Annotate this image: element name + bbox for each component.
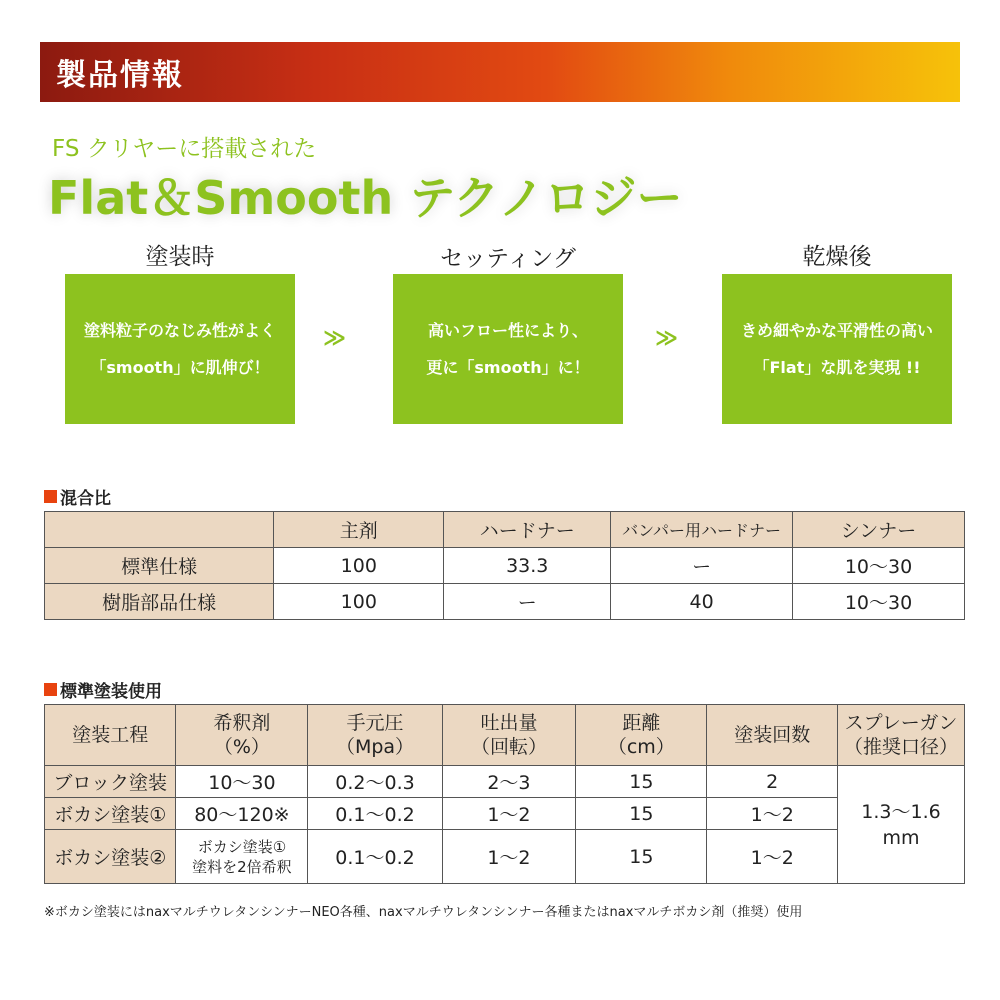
table-cell: 1〜2 bbox=[707, 798, 838, 830]
table-header-cell: バンパー用ハードナー bbox=[611, 512, 793, 548]
standard-painting-table bbox=[44, 704, 965, 884]
table-cell: 1〜2 bbox=[442, 830, 576, 884]
table-row bbox=[45, 798, 965, 830]
table-header-cell: 主剤 bbox=[274, 512, 444, 548]
table-cell: 2 bbox=[707, 766, 838, 798]
table-cell: ー bbox=[444, 584, 611, 620]
table-cell: 40 bbox=[611, 584, 793, 620]
stage-text-line: 「Flat」な肌を実現 !! bbox=[753, 358, 921, 377]
table-cell: 33.3 bbox=[444, 548, 611, 584]
stage-box-setting bbox=[393, 274, 623, 424]
table-header-cell: 距離 （cm） bbox=[576, 705, 707, 766]
table-cell: 10〜30 bbox=[792, 584, 964, 620]
stage-label-dry: 乾燥後 bbox=[802, 244, 872, 270]
table-row bbox=[45, 766, 965, 798]
table-cell: 2〜3 bbox=[442, 766, 576, 798]
table-header-cell bbox=[45, 512, 274, 548]
table-cell: 15 bbox=[576, 766, 707, 798]
table-cell: 0.1〜0.2 bbox=[308, 798, 442, 830]
row-header-cell: ボカシ塗装② bbox=[45, 830, 176, 884]
row-header-cell: ブロック塗装 bbox=[45, 766, 176, 798]
section-marker-icon bbox=[44, 683, 57, 696]
footnote: ※ボカシ塗装にはnaxマルチウレタンシンナーNEO各種、naxマルチウレタンシンナー各種またはnaxマルチボカシ剤（推奨）使用 bbox=[44, 905, 803, 920]
section-marker-icon bbox=[44, 490, 57, 503]
table-header-row bbox=[45, 512, 965, 548]
stage-text-line: 「smooth」に肌伸び！ bbox=[90, 358, 270, 377]
stage-text-line: 更に「smooth」に！ bbox=[426, 358, 590, 377]
table-header-cell: 希釈剤 （%） bbox=[176, 705, 308, 766]
stage-box-dry bbox=[722, 274, 952, 424]
mix-section-title bbox=[44, 484, 111, 509]
stage-text-line: 高いフロー性により、 bbox=[427, 321, 588, 340]
stage-text-line: きめ細やかな平滑性の高い bbox=[740, 321, 933, 340]
table-header-cell: 手元圧 （Mpa） bbox=[308, 705, 442, 766]
double-chevron-right-icon: ≫ bbox=[655, 326, 675, 351]
intro-title: Flat＆Smooth テクノロジー bbox=[48, 171, 683, 225]
table-header-cell: シンナー bbox=[792, 512, 964, 548]
section-header-bar bbox=[40, 42, 960, 102]
table-cell: 15 bbox=[576, 798, 707, 830]
table-row bbox=[45, 584, 965, 620]
table-cell: 0.2〜0.3 bbox=[308, 766, 442, 798]
mix-ratio-table bbox=[44, 511, 965, 620]
stage-label-coating: 塗装時 bbox=[145, 244, 215, 270]
section-header-title: 製品情報 bbox=[56, 58, 184, 93]
table-cell: ー bbox=[611, 548, 793, 584]
table-header-cell: ハードナー bbox=[444, 512, 611, 548]
spray-gun-cell: 1.3〜1.6 mm bbox=[838, 766, 965, 884]
table-cell: 80〜120※ bbox=[176, 798, 308, 830]
table-cell: ボカシ塗装① 塗料を2倍希釈 bbox=[176, 830, 308, 884]
standard-section-title bbox=[44, 677, 162, 702]
stage-box-coating bbox=[65, 274, 295, 424]
table-cell: 10〜30 bbox=[792, 548, 964, 584]
mix-section-label: 混合比 bbox=[60, 489, 111, 509]
table-header-cell: 塗装回数 bbox=[707, 705, 838, 766]
row-header-cell: 標準仕様 bbox=[45, 548, 274, 584]
table-cell: 100 bbox=[274, 584, 444, 620]
table-header-row bbox=[45, 705, 965, 766]
double-chevron-right-icon: ≫ bbox=[323, 326, 343, 351]
table-cell: 1〜2 bbox=[442, 798, 576, 830]
row-header-cell: ボカシ塗装① bbox=[45, 798, 176, 830]
row-header-cell: 樹脂部品仕様 bbox=[45, 584, 274, 620]
table-cell: 0.1〜0.2 bbox=[308, 830, 442, 884]
stage-label-setting: セッティング bbox=[440, 246, 576, 272]
table-header-cell: スプレーガン （推奨口径） bbox=[838, 705, 965, 766]
table-cell: 1〜2 bbox=[707, 830, 838, 884]
table-header-cell: 塗装工程 bbox=[45, 705, 176, 766]
table-cell: 15 bbox=[576, 830, 707, 884]
standard-section-label: 標準塗装使用 bbox=[60, 682, 162, 702]
table-cell: 100 bbox=[274, 548, 444, 584]
table-row bbox=[45, 830, 965, 884]
table-header-cell: 吐出量 （回転） bbox=[442, 705, 576, 766]
stage-text-line: 塗料粒子のなじみ性がよく bbox=[83, 321, 276, 340]
intro-subtitle: FS クリヤーに搭載された bbox=[52, 136, 317, 162]
table-row bbox=[45, 548, 965, 584]
table-cell: 10〜30 bbox=[176, 766, 308, 798]
